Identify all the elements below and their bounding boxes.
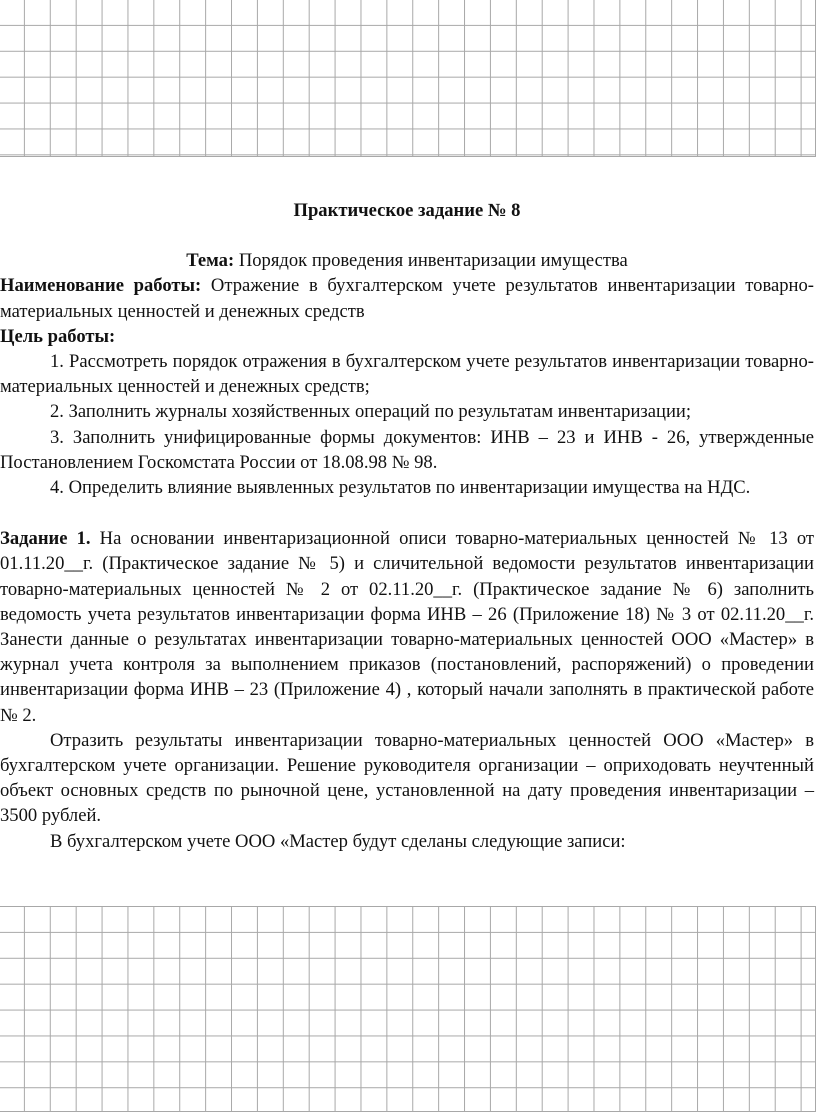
document-body xyxy=(0,198,814,854)
task1-paragraph xyxy=(0,526,814,728)
page-title: Практическое задание № 8 xyxy=(293,200,521,221)
goal-item: 2. Заполнить журналы хозяйственных операций по результатам инвентаризации; xyxy=(50,401,692,423)
goal-heading xyxy=(0,324,814,349)
goal-item: 4. Определить влияние выявленных результатов по инвентаризации имущества на НДС. xyxy=(50,477,751,499)
top-grid-area xyxy=(0,0,816,157)
goal-label: Цель работы: xyxy=(0,325,116,347)
work-name-label: Наименование работы: xyxy=(0,275,202,297)
goal-item: 1. Рассмотреть порядок отражения в бухгалтерском учете результатов инвентаризации товарно-материальных ценностей и денежных средств; xyxy=(0,351,814,398)
theme-line xyxy=(0,248,814,273)
theme-label: Тема: xyxy=(186,250,235,272)
work-name-paragraph xyxy=(0,273,814,323)
spacer xyxy=(0,500,814,526)
bottom-grid-area xyxy=(0,906,816,1112)
task1-label: Задание 1. xyxy=(0,528,91,550)
task1-paragraph-3: В бухгалтерском учете ООО «Мастер будут сделаны следующие записи: xyxy=(50,830,626,852)
goal-item: 3. Заполнить унифицированные формы документов: ИНВ – 23 и ИНВ - 26, утвержденные Постановлением Госкомстата России от 18.08.98 № 98. xyxy=(0,426,814,473)
task1-paragraph-2: Отразить результаты инвентаризации товарно-материальных ценностей ООО «Мастер» в бухгалтерском учете организации. Решение руководителя организации – оприходовать неучтенный объект основных средств по рыночной цене, установленной на дату проведения инвентаризации – 3500 рублей. xyxy=(0,729,814,827)
theme-text: Порядок проведения инвентаризации имущества xyxy=(234,250,628,272)
task1-text: На основании инвентаризационной описи товарно-материальных ценностей № 13 от 01.11.20__г. (Практическое задание № 5) и сличительной ведомости результатов инвентаризации товарно-материальных ценностей № 2 от 02.11.20__г. (Практическое задание № 6) заполнить ведомость учета результатов инвентаризации форма ИНВ – 26 (Приложение 18) № 3 от 02.11.20__г. Занести данные о результатах инвентаризации товарно-материальных ценностей ООО «Мастер» в журнал учета контроля за выполнением приказов (постановлений, распоряжений) о проведении инвентаризации форма ИНВ – 23 (Приложение 4) , который начали заполнять в практической работе № 2. xyxy=(0,528,815,726)
work-name-text: Отражение в бухгалтерском учете результатов инвентаризации товарно-материальных ценностей и денежных средств xyxy=(0,275,814,322)
